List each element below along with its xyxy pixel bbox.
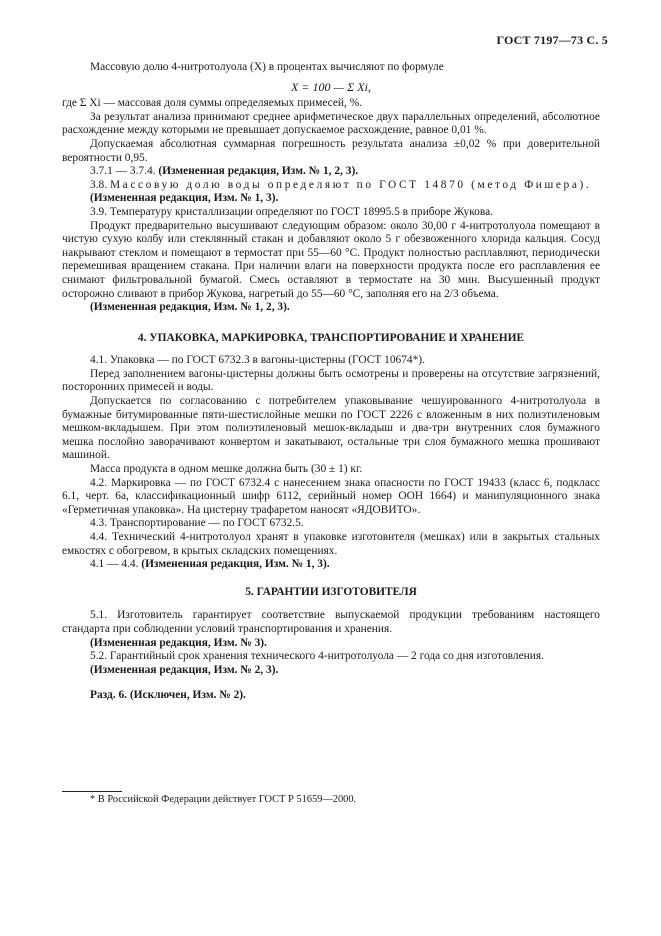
edition-note-3-8 [62, 192, 600, 206]
formula: X = 100 — Σ Xi, [291, 79, 371, 94]
edition-note: (Измененная редакция, Изм. № 2, 3). [90, 663, 279, 676]
edition-note-3-9 [62, 301, 600, 315]
paragraph-error: Допускаемая абсолютная суммарная погрешность результата анализа ±0,02 % при доверительной вероятности 0,95. [62, 137, 600, 164]
paragraph-4-1-bags: Допускается по согласованию с потребителем упаковывание чешуированного 4-нитротолуола в бумажные битумированные пяти-шестислойные мешки по ГОСТ 2226 с вложенным в них полиэтиленовым мешком-вкладышем. При этом полиэтиленовый мешок-вкладыш и два-три внутренних слоя бумажного мешка послойно заворачивают конвертом и закатывают, остальные три слоя бумажного мешка прошивают машиной. [62, 395, 600, 462]
section-6-excluded: Разд. 6. (Исключен, Изм. № 2). [90, 689, 246, 702]
edition-note: (Измененная редакция, Изм. № 3). [90, 636, 267, 649]
document-body [62, 61, 600, 703]
paragraph-3-7-1 [62, 165, 600, 179]
section-4-heading: 4. УПАКОВКА, МАРКИРОВКА, ТРАНСПОРТИРОВАНИЕ И ХРАНЕНИЕ [137, 331, 525, 344]
clause-number: 3.8. [90, 178, 108, 191]
paragraph-5-2: 5.2. Гарантийный срок хранения технического 4-нитротолуола — 2 года со дня изготовления. [90, 650, 544, 663]
edition-note-5-1 [62, 637, 600, 651]
paragraph-4-1-4-4 [62, 558, 600, 572]
footnote: * В Российской Федерации действует ГОСТ Р 51659—2000. [90, 794, 357, 805]
paragraph-4-1-inspection: Перед заполнением вагоны-цистерны должны быть осмотрены и проверены на отсутствие загрязнений, посторонних примесей и воды. [62, 367, 600, 394]
footnote-divider [62, 791, 122, 792]
paragraph-4-4: 4.4. Технический 4-нитротолуол хранят в упаковке изготовителя (мешках) или в закрытых стальных емкостях с обогревом, в крытых складских помещениях. [62, 531, 600, 557]
edition-note: (Измененная редакция, Изм. № 1, 2, 3). [158, 165, 359, 178]
edition-note: (Измененная редакция, Изм. № 1, 3). [141, 558, 330, 571]
clause-text: Массовую долю воды определяют по ГОСТ 14870 (метод Фишера). [109, 178, 592, 191]
paragraph-4-1-mass: Масса продукта в одном мешке должна быть (30 ± 1) кг. [90, 463, 363, 476]
formula-where: где Σ Xi — массовая доля суммы определяемых примесей, %. [62, 97, 363, 110]
edition-note-5-2 [62, 664, 600, 678]
paragraph-4-2: 4.2. Маркировка — по ГОСТ 6732.4 с нанесением знака опасности по ГОСТ 19433 (класс 6, подкласс 6.1, черт. 6а, классификационный шифр 6112, серийный номер ООН 1664) и манипуляционного знака «Герметичная упаковка». На цистерну трафаретом наносят «ЯДОВИТО». [62, 476, 600, 516]
edition-note: (Измененная редакция, Изм. № 1, 3). [90, 192, 279, 205]
clause-number: 3.7.1 — 3.7.4. [90, 165, 156, 178]
paragraph-3-8 [62, 179, 600, 193]
formula-intro: Массовую долю 4-нитротолуола (X) в процентах вычисляют по формуле [90, 61, 444, 73]
page-header: ГОСТ 7197—73 С. 5 [496, 33, 608, 47]
paragraph-3-9: 3.9. Температуру кристаллизации определяют по ГОСТ 18995.5 в приборе Жукова. [90, 205, 494, 218]
section-5-heading: 5. ГАРАНТИИ ИЗГОТОВИТЕЛЯ [245, 585, 417, 598]
clause-number: 4.1 — 4.4. [90, 558, 139, 571]
paragraph-result: За результат анализа принимают среднее арифметическое двух параллельных определений, абсолютное расхождение между которыми не превышает допускаемое расхождение, равное 0,01 %. [62, 110, 600, 137]
paragraph-3-9-drying: Продукт предварительно высушивают следующим образом: около 30,00 г 4-нитротолуола помещают в чистую сухую колбу или стеклянный стакан и добавляют около 5 г обезвоженного хлорида кальция. Сосуд накрывают стеклом и помещают в термостат при 55—60 °С. Продукт полностью расплавляют, периодически перемешивая вращением стакана. При наличии влаги на поверхности продукта после его расплавления ее снимают фильтровальной бумагой. Смесь оставляют в термостате на 30 мин. Высушенный продукт осторожно сливают в прибор Жукова, нагретый до 55—60 °С, заполняя его на 2/3 объема. [62, 219, 600, 300]
edition-note: (Измененная редакция, Изм. № 1, 2, 3). [90, 301, 290, 314]
paragraph-4-1: 4.1. Упаковка — по ГОСТ 6732.3 в вагоны-цистерны (ГОСТ 10674*). [90, 354, 425, 367]
paragraph-4-3: 4.3. Транспортирование — по ГОСТ 6732.5. [90, 517, 304, 530]
paragraph-5-1: 5.1. Изготовитель гарантирует соответствие выпускаемой продукции требованиям настоящего стандарта при соблюдении условий транспортирования и хранения. [62, 609, 600, 635]
